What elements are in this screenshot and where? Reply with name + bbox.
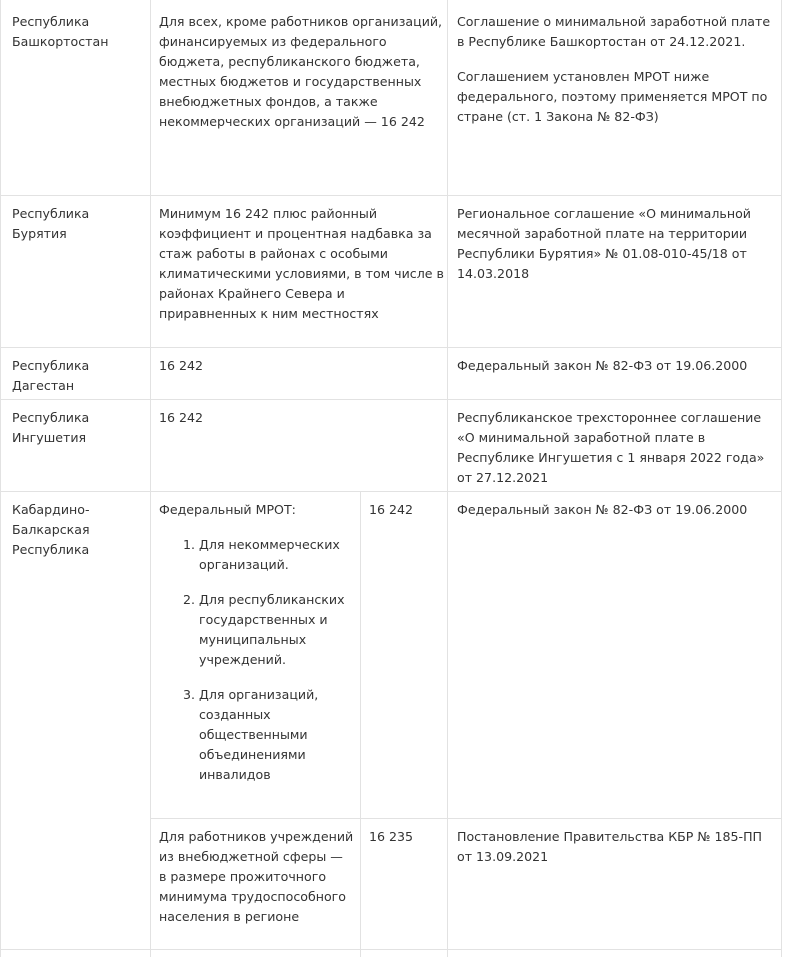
region-name: Республика Дагестан	[12, 358, 90, 393]
subrow-divider	[151, 818, 782, 819]
basis-cell	[457, 827, 773, 867]
mrot-label: Для работников учреждений из внебюджетной сферы — в размере прожиточного минимума трудоспособного населения в регионе	[159, 829, 354, 924]
basis-cell	[457, 500, 773, 520]
row-divider	[0, 949, 782, 950]
row-divider	[0, 491, 782, 492]
mrot-cell	[159, 356, 444, 376]
mrot-value: 16 242	[159, 358, 204, 373]
region-name: Республика Башкортостан	[12, 14, 109, 49]
basis-text: Федеральный закон № 82-ФЗ от 19.06.2000	[457, 502, 748, 517]
region-cell	[12, 356, 147, 396]
list-item: 3. Для организаций, созданных общественными объединениями инвалидов	[199, 685, 354, 785]
mrot-value: 16 242	[159, 410, 204, 425]
table-border-left	[0, 0, 1, 957]
region-name: Республика Ингушетия	[12, 410, 90, 445]
region-name: Республика Бурятия	[12, 206, 90, 241]
list-item: 2. Для республиканских государственных и муниципальных учреждений.	[199, 590, 354, 670]
mrot-cell	[159, 12, 444, 132]
basis-text: Соглашение о минимальной заработной плате в Республике Башкортостан от 24.12.2021.	[457, 14, 771, 49]
region-cell	[12, 204, 142, 244]
row-divider	[0, 399, 782, 400]
region-name: Кабардино-Балкарская Республика	[12, 502, 90, 557]
region-cell	[12, 408, 122, 448]
basis-note: Соглашением установлен МРОТ ниже федерального, поэтому применяется МРОТ по стране (ст. 1 Закона № 82-ФЗ)	[457, 69, 768, 124]
mrot-subcell	[159, 827, 354, 927]
mrot-label: Федеральный МРОТ:	[159, 502, 296, 517]
region-cell	[12, 12, 142, 52]
basis-cell	[457, 356, 773, 376]
mrot-value: 16 242	[369, 502, 414, 517]
row-divider	[0, 347, 782, 348]
mrot-cell	[159, 408, 444, 428]
column-divider	[150, 0, 151, 957]
mrot-value: Минимум 16 242 плюс районный коэффициент и процентная надбавка за стаж работы в районах с особыми климатическими условиями, в том числе в районах Крайнего Севера и приравненных к ним местностях	[159, 206, 444, 321]
list-item: 1. Для некоммерческих организаций.	[199, 535, 354, 575]
table-border-right	[781, 0, 782, 957]
column-divider	[447, 0, 448, 957]
region-cell	[12, 500, 112, 560]
mrot-value: 16 235	[369, 829, 414, 844]
basis-text: Федеральный закон № 82-ФЗ от 19.06.2000	[457, 358, 748, 373]
row-divider	[0, 195, 782, 196]
organization-list	[159, 535, 354, 785]
basis-cell	[457, 408, 773, 488]
mrot-value-cell	[369, 827, 444, 847]
subcolumn-divider	[360, 491, 361, 957]
basis-text: Постановление Правительства КБР № 185-ПП от 13.09.2021	[457, 829, 763, 864]
basis-cell	[457, 12, 773, 127]
mrot-value-cell	[369, 500, 444, 520]
mrot-value: Для всех, кроме работников организаций, финансируемых из федерального бюджета, республиканского бюджета, местных бюджетов и государственных внебюджетных фондов, а также некоммерческих организаций — 16 242	[159, 14, 443, 129]
basis-text: Региональное соглашение «О минимальной месячной заработной плате на территории Республики Бурятия» № 01.08-010-45/18 от 14.03.2018	[457, 206, 751, 281]
mrot-cell	[159, 204, 444, 324]
mrot-subcell	[159, 500, 354, 800]
basis-text: Республиканское трехстороннее соглашение «О минимальной заработной плате в Республике Ингушетия с 1 января 2022 года» от 27.12.2021	[457, 410, 765, 485]
basis-cell	[457, 204, 757, 284]
